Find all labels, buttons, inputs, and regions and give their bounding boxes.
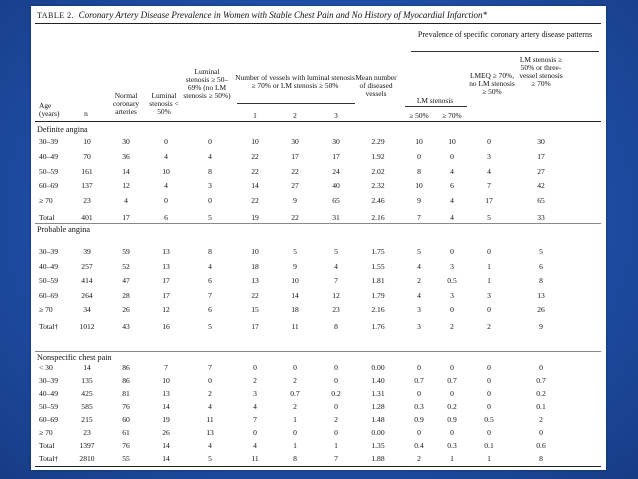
header-v3: 3 xyxy=(334,111,338,120)
table-cell: 10 xyxy=(251,247,259,256)
table-cell: 59 xyxy=(122,247,130,256)
table-cell: 1 xyxy=(334,441,338,451)
section-title: Probable angina xyxy=(37,225,90,234)
table-cell: 23 xyxy=(332,305,340,315)
table-cell: 2 xyxy=(293,375,297,385)
table-cell: 7 xyxy=(334,276,338,286)
table-cell: 0.00 xyxy=(371,427,385,437)
table-cell: 0.3 xyxy=(414,401,424,411)
table-cell: 5 xyxy=(208,213,212,222)
table-cell: 11 xyxy=(251,454,259,464)
table-title: Coronary Artery Disease Prevalence in Women with Stable Chest Pain and No History of Myocardial Infarction* xyxy=(78,10,488,20)
table-cell: 1.79 xyxy=(371,290,385,300)
table-cell: 0.6 xyxy=(536,441,546,451)
table-cell: 47 xyxy=(122,276,130,286)
table-cell: 0 xyxy=(334,363,338,372)
row-label: 30–39 xyxy=(39,137,58,146)
table-cell: 135 xyxy=(81,375,93,385)
table-cell: 55 xyxy=(122,454,130,464)
table-cell: 1 xyxy=(450,454,454,464)
table-cell: 23 xyxy=(83,196,91,206)
table-cell: 0 xyxy=(293,363,297,372)
table-cell: 0 xyxy=(164,196,168,206)
table-cell: 2 xyxy=(334,414,338,424)
row-label: 60–69 xyxy=(39,414,58,424)
table-cell: 0 xyxy=(450,247,454,256)
table-cell: 5 xyxy=(539,247,543,256)
table-cell: 1 xyxy=(487,261,491,271)
table-cell: 14 xyxy=(122,166,130,176)
header-lm-three-vessel: LM stenosis ≥ 50% or three-vessel stenosis ≥ 70% xyxy=(519,55,563,88)
table-cell: 4 xyxy=(124,196,128,206)
table-cell: 7 xyxy=(487,181,491,191)
row-label: Total xyxy=(39,213,55,222)
table-cell: 4 xyxy=(208,441,212,451)
table-cell: 86 xyxy=(122,363,130,372)
header-lm70: ≥ 70% xyxy=(442,111,462,120)
table-cell: 3 xyxy=(208,181,212,191)
table-cell: 0 xyxy=(450,363,454,372)
row-label: Total† xyxy=(39,322,59,331)
table-cell: 0.2 xyxy=(447,401,457,411)
table-cell: 2810 xyxy=(79,454,95,464)
table-cell: 86 xyxy=(122,375,130,385)
table-cell: 76 xyxy=(122,401,130,411)
table-cell: 4 xyxy=(417,290,421,300)
table-cell: 1.31 xyxy=(371,388,385,398)
table-cell: 2.16 xyxy=(371,305,385,315)
table-cell: 26 xyxy=(537,305,545,315)
table-cell: 13 xyxy=(162,247,170,256)
header-age: Age (years) xyxy=(39,101,60,118)
table-cell: 16 xyxy=(162,322,170,331)
table-cell: 5 xyxy=(208,322,212,331)
table-cell: 9 xyxy=(293,196,297,206)
table-cell: 6 xyxy=(208,305,212,315)
header-normal: Normal coronary arteries xyxy=(112,91,140,116)
table-cell: 0 xyxy=(417,151,421,161)
table-cell: 2.46 xyxy=(371,196,385,206)
table-cell: 7 xyxy=(334,454,338,464)
table-cell: 4 xyxy=(450,166,454,176)
table-cell: 0 xyxy=(417,427,421,437)
lm-stenosis-rule xyxy=(405,106,467,107)
header-lmeq: LMEQ ≥ 70%, no LM stenosis ≥ 50% xyxy=(469,71,515,96)
table-cell: 30 xyxy=(122,137,130,146)
table-cell: 0 xyxy=(334,427,338,437)
table-cell: 1 xyxy=(293,441,297,451)
table-cell: 0 xyxy=(208,137,212,146)
table-cell: 0 xyxy=(450,427,454,437)
table-cell: 264 xyxy=(81,290,93,300)
table-cell: 1.81 xyxy=(371,276,385,286)
table-cell: 81 xyxy=(122,388,130,398)
table-cell: 8 xyxy=(208,247,212,256)
table-cell: 9 xyxy=(293,261,297,271)
table-cell: 22 xyxy=(251,166,259,176)
table-cell: 3 xyxy=(487,290,491,300)
table-cell: 13 xyxy=(162,388,170,398)
table-cell: 1 xyxy=(293,414,297,424)
table-cell: 1397 xyxy=(79,441,95,451)
table-cell: 22 xyxy=(291,213,299,222)
table-cell: 0 xyxy=(539,427,543,437)
table-cell: 7 xyxy=(253,414,257,424)
table-cell: 40 xyxy=(332,181,340,191)
table-cell: 0 xyxy=(450,388,454,398)
table-cell: 0 xyxy=(208,196,212,206)
table-cell: 2 xyxy=(450,322,454,331)
table-cell: 4 xyxy=(164,181,168,191)
header-luminal-lt50: Luminal stenosis < 50% xyxy=(149,91,179,116)
table-cell: 1.88 xyxy=(371,454,385,464)
table-cell: 8 xyxy=(417,166,421,176)
table-cell: 17 xyxy=(485,196,493,206)
table-cell: 11 xyxy=(291,322,299,331)
table-cell: 0 xyxy=(487,363,491,372)
table-cell: 1.76 xyxy=(371,322,385,331)
table-cell: 22 xyxy=(251,196,259,206)
table-cell: 22 xyxy=(251,290,259,300)
row-label: 30–39 xyxy=(39,247,58,256)
table-cell: 6 xyxy=(208,276,212,286)
table-cell: 12 xyxy=(332,290,340,300)
table-cell: 65 xyxy=(332,196,340,206)
table-cell: 17 xyxy=(162,276,170,286)
table-cell: 18 xyxy=(291,305,299,315)
header-prevalence-group: Prevalence of specific coronary artery disease patterns xyxy=(417,30,593,39)
table-cell: 215 xyxy=(81,414,93,424)
table-cell: 14 xyxy=(83,363,91,372)
table-cell: 401 xyxy=(81,213,93,222)
table-cell: 2 xyxy=(293,401,297,411)
table-cell: 0 xyxy=(164,137,168,146)
table-cell: 3 xyxy=(487,151,491,161)
table-cell: 22 xyxy=(291,166,299,176)
row-label: 50–59 xyxy=(39,401,58,411)
table-cell: 9 xyxy=(539,322,543,331)
table-cell: 17 xyxy=(162,290,170,300)
header-v2: 2 xyxy=(293,111,297,120)
row-label: 40–49 xyxy=(39,151,58,161)
table-cell: 0.00 xyxy=(371,363,385,372)
table-cell: 0 xyxy=(487,388,491,398)
table-cell: 1.40 xyxy=(371,375,385,385)
table-cell: 26 xyxy=(122,305,130,315)
row-label: 40–49 xyxy=(39,388,58,398)
table-label: TABLE 2. xyxy=(37,11,75,20)
table-cell: 4 xyxy=(253,441,257,451)
table-cell: 65 xyxy=(537,196,545,206)
table-cell: 17 xyxy=(122,213,130,222)
table-cell: 425 xyxy=(81,388,93,398)
table-cell: 0 xyxy=(417,388,421,398)
header-rule xyxy=(35,121,601,122)
section-title: Definite angina xyxy=(37,125,88,134)
table-cell: 13 xyxy=(206,427,214,437)
row-label: Total xyxy=(39,441,55,451)
table-cell: 2 xyxy=(253,375,257,385)
table-cell: 4 xyxy=(208,151,212,161)
table-cell: 7 xyxy=(208,363,212,372)
table-cell: 414 xyxy=(81,276,93,286)
table-cell: 1 xyxy=(487,454,491,464)
table-cell: 39 xyxy=(83,247,91,256)
table-cell: 30 xyxy=(537,137,545,146)
row-label: ≥ 70 xyxy=(39,196,53,206)
table-cell: 2.32 xyxy=(371,181,385,191)
table-cell: 1.55 xyxy=(371,261,385,271)
table-cell: 4 xyxy=(334,261,338,271)
table-cell: 9 xyxy=(417,196,421,206)
top-rule xyxy=(35,23,601,24)
table-cell: 19 xyxy=(251,213,259,222)
table-cell: 5 xyxy=(293,247,297,256)
table-document xyxy=(31,6,606,470)
table-cell: 10 xyxy=(448,137,456,146)
table-cell: 7 xyxy=(164,363,168,372)
row-label: ≥ 70 xyxy=(39,427,53,437)
table-cell: 1.92 xyxy=(371,151,385,161)
table-cell: 33 xyxy=(537,213,545,222)
table-cell: 4 xyxy=(208,261,212,271)
bottom-rule xyxy=(35,466,601,467)
header-n: n xyxy=(84,109,88,118)
table-cell: 4 xyxy=(417,261,421,271)
table-cell: 4 xyxy=(450,213,454,222)
table-cell: 8 xyxy=(208,166,212,176)
table-cell: 14 xyxy=(162,441,170,451)
header-lm50: ≥ 50% xyxy=(409,111,429,120)
table-cell: 0.4 xyxy=(414,441,424,451)
table-cell: 1.35 xyxy=(371,441,385,451)
table-cell: 0 xyxy=(253,427,257,437)
table-cell: 5 xyxy=(487,213,491,222)
table-cell: 2 xyxy=(417,276,421,286)
table-cell: 4 xyxy=(164,151,168,161)
table-cell: 61 xyxy=(122,427,130,437)
table-cell: 1 xyxy=(487,276,491,286)
table-cell: 36 xyxy=(122,151,130,161)
table-cell: 2 xyxy=(208,388,212,398)
table-cell: 6 xyxy=(539,261,543,271)
table-cell: 27 xyxy=(537,166,545,176)
table-cell: 23 xyxy=(83,427,91,437)
table-cell: 4 xyxy=(487,166,491,176)
table-cell: 14 xyxy=(291,290,299,300)
table-cell: 14 xyxy=(162,401,170,411)
table-cell: 1.48 xyxy=(371,414,385,424)
table-cell: 17 xyxy=(537,151,545,161)
table-cell: 0 xyxy=(208,375,212,385)
section-title: Nonspecific chest pain xyxy=(37,353,112,362)
table-cell: 12 xyxy=(162,305,170,315)
table-cell: 2 xyxy=(417,454,421,464)
table-cell: 7 xyxy=(417,213,421,222)
table-cell: 30 xyxy=(332,137,340,146)
table-cell: 2.16 xyxy=(371,213,385,222)
table-cell: 4 xyxy=(450,196,454,206)
row-label: ≥ 70 xyxy=(39,305,53,315)
table-cell: 257 xyxy=(81,261,93,271)
vessels-group-rule xyxy=(237,103,355,104)
table-cell: 3 xyxy=(417,322,421,331)
row-label: 50–59 xyxy=(39,166,58,176)
table-cell: 22 xyxy=(251,151,259,161)
table-cell: 2 xyxy=(539,414,543,424)
table-cell: 1.75 xyxy=(371,247,385,256)
table-cell: 26 xyxy=(162,427,170,437)
table-cell: 0 xyxy=(487,401,491,411)
table-cell: 5 xyxy=(334,247,338,256)
table-cell: 0 xyxy=(487,137,491,146)
prevalence-group-rule xyxy=(411,51,599,52)
table-cell: 10 xyxy=(415,137,423,146)
table-cell: 30 xyxy=(291,137,299,146)
table-cell: 5 xyxy=(208,454,212,464)
table-cell: 0 xyxy=(334,375,338,385)
header-lm-stenosis: LM stenosis xyxy=(416,96,454,105)
table-cell: 0.2 xyxy=(536,388,546,398)
table-cell: 17 xyxy=(291,151,299,161)
table-cell: 28 xyxy=(122,290,130,300)
table-cell: 42 xyxy=(537,181,545,191)
table-cell: 0 xyxy=(334,401,338,411)
table-cell: 6 xyxy=(164,213,168,222)
header-vessels-group: Number of vessels with luminal stenosis ≥ 70% or LM stenosis ≥ 50% xyxy=(235,73,355,90)
table-cell: 31 xyxy=(332,213,340,222)
table-cell: 34 xyxy=(83,305,91,315)
table-cell: 60 xyxy=(122,414,130,424)
table-cell: 43 xyxy=(122,322,130,331)
header-luminal-50-69: Luminal stenosis ≥ 50–69% (no LM stenosis ≥ 50%) xyxy=(183,67,231,100)
table-cell: 15 xyxy=(251,305,259,315)
table-cell: 8 xyxy=(539,454,543,464)
table-cell: 0.1 xyxy=(536,401,546,411)
table-cell: 7 xyxy=(208,290,212,300)
table-cell: 0 xyxy=(487,427,491,437)
table-cell: 8 xyxy=(539,276,543,286)
row-label: 30–39 xyxy=(39,375,58,385)
table-cell: 13 xyxy=(251,276,259,286)
table-cell: 0 xyxy=(487,247,491,256)
table-cell: 0 xyxy=(487,375,491,385)
table-cell: 2.29 xyxy=(371,137,385,146)
table-cell: 585 xyxy=(81,401,93,411)
table-cell: 10 xyxy=(251,137,259,146)
table-cell: 5 xyxy=(417,247,421,256)
table-cell: 0 xyxy=(539,363,543,372)
header-v1: 1 xyxy=(253,111,257,120)
table-cell: 0.7 xyxy=(414,375,424,385)
table-cell: 52 xyxy=(122,261,130,271)
row-label: 60–69 xyxy=(39,181,58,191)
table-cell: 24 xyxy=(332,166,340,176)
table-cell: 1.28 xyxy=(371,401,385,411)
section-rule xyxy=(35,351,601,352)
row-label: 60–69 xyxy=(39,290,58,300)
table-cell: 13 xyxy=(537,290,545,300)
table-cell: 0.2 xyxy=(331,388,341,398)
table-cell: 1012 xyxy=(79,322,95,331)
table-cell: 10 xyxy=(162,166,170,176)
table-cell: 0.1 xyxy=(484,441,494,451)
table-cell: 6 xyxy=(450,181,454,191)
table-cell: 10 xyxy=(291,276,299,286)
table-cell: 3 xyxy=(450,290,454,300)
table-cell: 0.9 xyxy=(414,414,424,424)
table-cell: 0.7 xyxy=(290,388,300,398)
table-cell: 0 xyxy=(487,305,491,315)
table-cell: 4 xyxy=(208,401,212,411)
row-label: 50–59 xyxy=(39,276,58,286)
table-cell: 0 xyxy=(450,151,454,161)
table-cell: 17 xyxy=(332,151,340,161)
table-caption xyxy=(37,10,602,20)
table-cell: 14 xyxy=(162,454,170,464)
table-cell: 161 xyxy=(81,166,93,176)
section-rule xyxy=(35,223,601,224)
table-cell: 8 xyxy=(334,322,338,331)
row-label: < 30 xyxy=(39,363,53,372)
table-cell: 0.7 xyxy=(447,375,457,385)
table-cell: 19 xyxy=(162,414,170,424)
table-cell: 0 xyxy=(450,305,454,315)
table-cell: 76 xyxy=(122,441,130,451)
table-cell: 11 xyxy=(206,414,214,424)
table-cell: 2 xyxy=(487,322,491,331)
table-cell: 4 xyxy=(253,401,257,411)
table-cell: 3 xyxy=(417,305,421,315)
table-cell: 17 xyxy=(251,322,259,331)
table-cell: 0.9 xyxy=(447,414,457,424)
table-cell: 18 xyxy=(251,261,259,271)
header-mean: Mean number of diseased vessels xyxy=(355,73,397,98)
table-cell: 14 xyxy=(251,181,259,191)
table-cell: 0.3 xyxy=(447,441,457,451)
table-cell: 0.5 xyxy=(484,414,494,424)
row-label: 40–49 xyxy=(39,261,58,271)
table-cell: 2.02 xyxy=(371,166,385,176)
table-cell: 12 xyxy=(122,181,130,191)
table-cell: 10 xyxy=(162,375,170,385)
table-cell: 3 xyxy=(450,261,454,271)
table-cell: 27 xyxy=(291,181,299,191)
table-cell: 0.5 xyxy=(447,276,457,286)
table-cell: 10 xyxy=(83,137,91,146)
table-cell: 137 xyxy=(81,181,93,191)
table-cell: 8 xyxy=(293,454,297,464)
table-cell: 70 xyxy=(83,151,91,161)
table-cell: 13 xyxy=(162,261,170,271)
table-cell: 0 xyxy=(417,363,421,372)
table-cell: 10 xyxy=(415,181,423,191)
row-label: Total† xyxy=(39,454,59,464)
table-cell: 0.7 xyxy=(536,375,546,385)
table-cell: 3 xyxy=(253,388,257,398)
table-cell: 0 xyxy=(253,363,257,372)
table-cell: 0 xyxy=(293,427,297,437)
